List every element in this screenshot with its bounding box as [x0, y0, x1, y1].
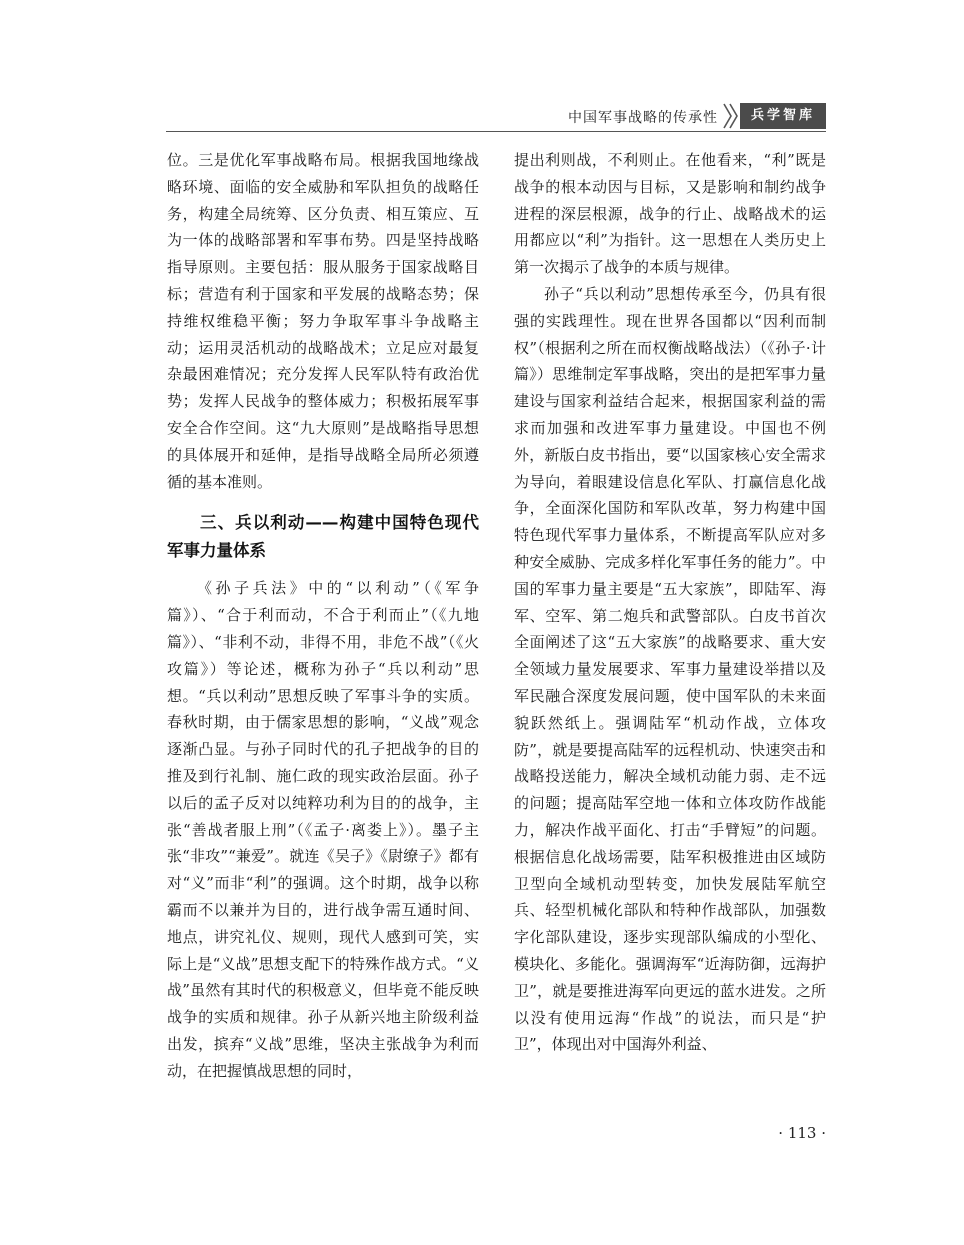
page-number: · 113 · [778, 1124, 826, 1142]
right-column [514, 147, 826, 1058]
paragraph: 《孙子兵法》中的“以利动”（《军争篇》）、“合于利而动，不合于利而止”（《九地篇》）、“非利不动，非得不用，非危不战”（《火攻篇》）等论述，概称为孙子“兵以利动”思想。“兵以利动”思想反映了军事斗争的实质。春秋时期，由于儒家思想的影响，“义战”观念逐渐凸显。与孙子同时代的孔子把战争的目的推及到行礼制、施仁政的现实政治层面。孙子以后的孟子反对以纯粹功利为目的的战争，主张“善战者服上刑”（《孟子·离娄上》）。墨子主张“非攻”“兼爱”。就连《吴子》《尉缭子》都有对“义”而非“利”的强调。这个时期，战争以称霸而不以兼并为目的，进行战争需互通时间、地点，讲究礼仪、规则，现代人感到可笑，实际上是“义战”思想支配下的特殊作战方式。“义战”虽然有其时代的积极意义，但毕竟不能反映战争的实质和规律。孙子从新兴地主阶级利益出发，摈弃“义战”思维，坚决主张战争为利而动，在把握慎战思想的同时， [167, 579, 479, 1080]
paragraph: 位。三是优化军事战略布局。根据我国地缘战略环境、面临的安全威胁和军队担负的战略任务，构建全局统筹、区分负责、相互策应、互为一体的战略部署和军事布势。四是坚持战略指导原则。主要包括：服从服务于国家战略目标；营造有利于国家和平发展的战略态势；保持维权维稳平衡；努力争取军事斗争战略主动；运用灵活机动的战略战术；立足应对最复杂最困难情况；充分发挥人民军队特有政治优势；发挥人民战争的整体威力；积极拓展军事安全合作空间。这“九大原则”是战略指导思想的具体展开和延伸，是指导战略全局所必须遵循的基本准则。 [167, 151, 479, 491]
left-column [167, 147, 479, 1085]
section-heading: 三、兵以利动——构建中国特色现代军事力量体系 [167, 513, 479, 561]
paragraph: 孙子“兵以利动”思想传承至今，仍具有很强的实践理性。现在世界各国都以“因利而制权”（根据利之所在而权衡战略战法）（《孙子·计篇》）思维制定军事战略，突出的是把军事力量建设与国家利益结合起来，根据国家利益的需求而加强和改进军事力量建设。中国也不例外，新版白皮书指出，要“以国家核心安全需求为导向，着眼建设信息化军队、打赢信息化战争，全面深化国防和军队改革，努力构建中国特色现代军事力量体系，不断提高军队应对多种安全威胁、完成多样化军事任务的能力”。中国的军事力量主要是“五大家族”，即陆军、海军、空军、第二炮兵和武警部队。白皮书首次全面阐述了这“五大家族”的战略要求、重大安全领域力量发展要求、军事力量建设举措以及军民融合深度发展问题，使中国军队的未来面貌跃然纸上。强调陆军“机动作战，立体攻防”，就是要提高陆军的远程机动、快速突击和战略投送能力，解决全域机动能力弱、走不远的问题；提高陆军空地一体和立体攻防作战能力，解决作战平面化、打击“手臂短”的问题。根据信息化战场需要，陆军积极推进由区域防卫型向全域机动型转变，加快发展陆军航空兵、轻型机械化部队和特种作战部队，加强数字化部队建设，逐步实现部队编成的小型化、模块化、多能化。强调海军“近海防御，远海护卫”，就是要推进海军向更远的蓝水进发。之所以没有使用远海“作战”的说法，而只是“护卫”，体现出对中国海外利益、 [514, 284, 826, 1054]
double-chevron-icon [722, 102, 740, 130]
paragraph: 提出利则战，不利则止。在他看来，“利”既是战争的根本动因与目标，又是影响和制约战争进程的深层根源，战争的行止、战略战术的运用都应以“利”为指针。这一思想在人类历史上第一次揭示了战争的本质与规律。 [514, 151, 826, 277]
column-badge: 兵学智库 [740, 103, 826, 129]
header-rule [166, 131, 826, 132]
running-header [166, 100, 826, 132]
running-header-title: 中国军事战略的传承性 [568, 110, 718, 126]
